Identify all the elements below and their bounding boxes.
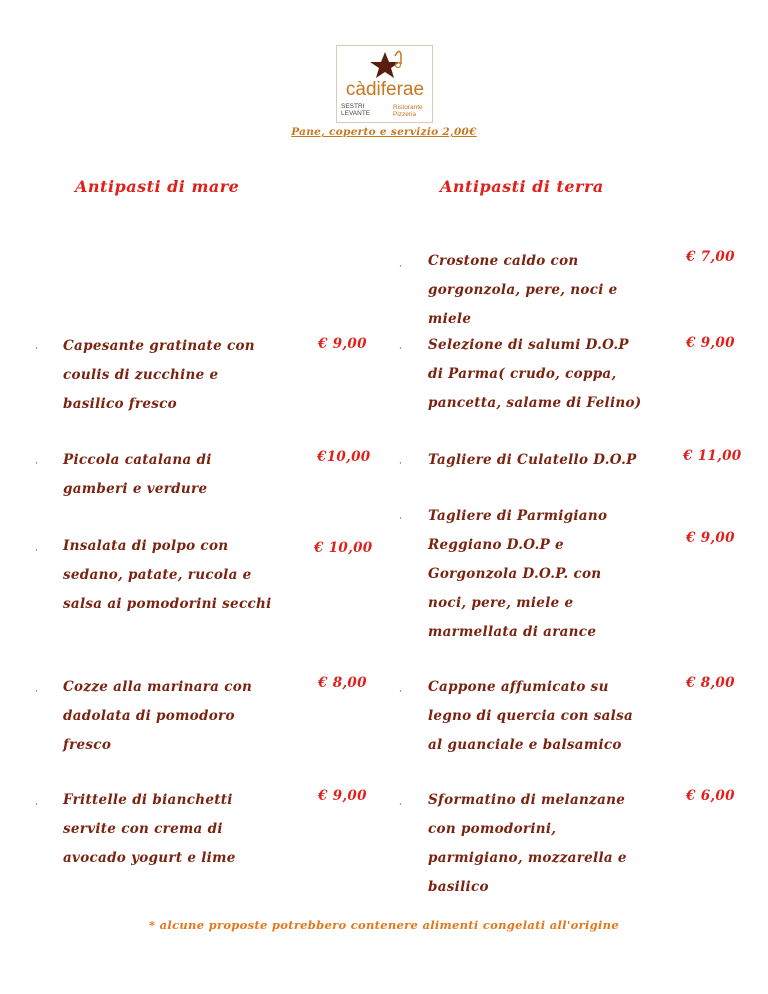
item-line: con pomodorini,	[428, 821, 557, 837]
item-line: Piccola catalana di	[63, 452, 212, 468]
footer-note: * alcune proposte potrebbero contenere alimenti congelati all'origine	[149, 918, 619, 932]
item-price: € 6,00	[686, 788, 735, 804]
bullet-icon: ·	[35, 800, 38, 810]
item-line: Reggiano D.O.P e	[428, 537, 564, 553]
bullet-icon: ·	[399, 514, 402, 524]
item-line: legno di quercia con salsa	[428, 708, 634, 724]
item-line: di Parma( crudo, coppa,	[428, 366, 617, 382]
bullet-icon: ·	[399, 344, 402, 354]
bullet-icon: ·	[399, 687, 402, 697]
bullet-icon: ·	[35, 459, 38, 469]
bullet-icon: ·	[35, 344, 38, 354]
item-line: Sformatino di melanzane	[428, 792, 626, 808]
item-line: al guanciale e balsamico	[428, 737, 622, 753]
item-line: sedano, patate, rucola e	[63, 567, 252, 583]
logo-city-2: LEVANTE	[341, 110, 371, 117]
item-line: Frittelle di bianchetti	[63, 792, 233, 808]
bullet-icon: ·	[35, 687, 38, 697]
item-line: Selezione di salumi D.O.P	[428, 337, 629, 353]
bullet-icon: ·	[35, 546, 38, 556]
item-line: gamberi e verdure	[63, 481, 208, 497]
item-line: Insalata di polpo con	[63, 538, 229, 554]
item-line: noci, pere, miele e	[428, 595, 574, 611]
item-line: dadolata di pomodoro	[63, 708, 235, 724]
cover-charge: Pane, coperto e servizio 2,00€	[291, 126, 477, 138]
item-price: € 8,00	[318, 675, 367, 691]
item-line: basilico fresco	[63, 396, 177, 412]
restaurant-logo	[336, 45, 433, 123]
item-price: € 11,00	[683, 448, 742, 464]
item-price: € 9,00	[318, 336, 367, 352]
item-line: gorgonzola, pere, noci e	[428, 282, 618, 298]
logo-type-1: Ristorante	[393, 104, 423, 111]
logo-type-2: Pizzeria	[393, 111, 417, 118]
item-line: Tagliere di Parmigiano	[428, 508, 608, 524]
item-price: € 7,00	[686, 249, 735, 265]
item-line: Cozze alla marinara con	[63, 679, 253, 695]
item-price: € 10,00	[314, 540, 373, 556]
item-line: coulis di zucchine e	[63, 367, 219, 383]
item-line: Tagliere di Culatello D.O.P	[428, 452, 637, 468]
item-line: Cappone affumicato su	[428, 679, 609, 695]
item-price: €10,00	[317, 449, 371, 465]
logo-brand: càdiferae	[345, 79, 425, 100]
item-line: Crostone caldo con	[428, 253, 579, 269]
section-title-mare: Antipasti di mare	[75, 177, 240, 196]
item-line: salsa ai pomodorini secchi	[63, 596, 272, 612]
bullet-icon: ·	[399, 262, 402, 272]
item-line: Capesante gratinate con	[63, 338, 255, 354]
logo-city-1: SESTRI	[341, 103, 365, 110]
item-line: basilico	[428, 879, 489, 895]
item-line: Gorgonzola D.O.P. con	[428, 566, 602, 582]
item-line: parmigiano, mozzarella e	[428, 850, 627, 866]
item-price: € 9,00	[318, 788, 367, 804]
item-line: fresco	[63, 737, 112, 753]
item-line: marmellata di arance	[428, 624, 597, 640]
item-price: € 9,00	[686, 335, 735, 351]
item-line: miele	[428, 311, 472, 327]
section-title-terra: Antipasti di terra	[440, 177, 604, 196]
bullet-icon: ·	[399, 800, 402, 810]
bullet-icon: ·	[399, 459, 402, 469]
item-price: € 9,00	[686, 530, 735, 546]
item-line: pancetta, salame di Felino)	[428, 395, 642, 411]
item-line: avocado yogurt e lime	[63, 850, 236, 866]
item-line: servite con crema di	[63, 821, 223, 837]
item-price: € 8,00	[686, 675, 735, 691]
